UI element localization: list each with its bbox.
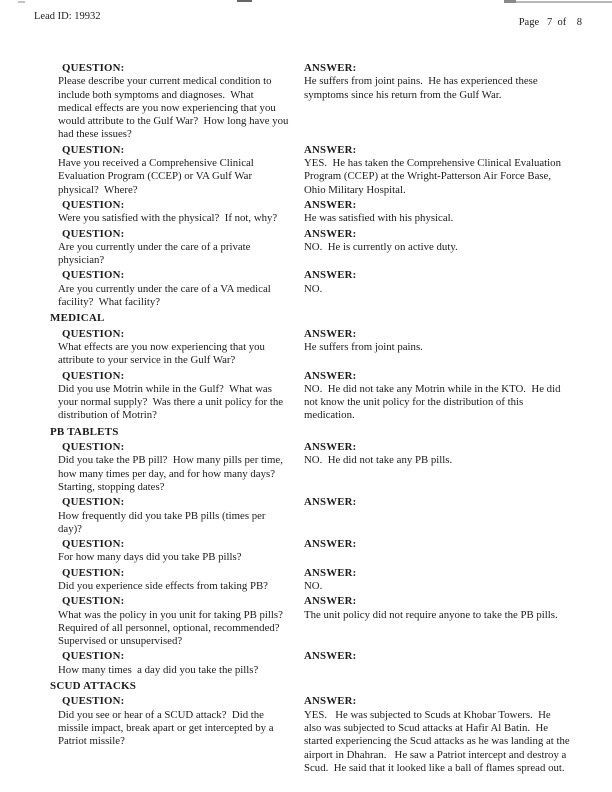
question-block (50, 199, 304, 226)
answer-label: ANSWER: (304, 595, 357, 608)
answer-block (304, 538, 570, 565)
section-heading-pb-tablets: PB TABLETS (50, 425, 119, 438)
question-text: Did you see or hear of a SCUD attack? Did the missile impact, break apart or get intercepted by a Patriot missile? (58, 708, 277, 748)
qa-row-pb-frequency (50, 496, 570, 536)
question-block (50, 595, 304, 648)
question-block (50, 62, 304, 142)
question-text: Did you experience side effects from taking PB? (58, 579, 268, 592)
answer-block (304, 695, 573, 775)
question-label: QUESTION: (62, 198, 125, 211)
answer-text: The unit policy did not require anyone to take the PB pills. (304, 608, 558, 621)
answer-text: NO. (304, 579, 323, 592)
answer-label: ANSWER: (304, 538, 357, 551)
question-text: How frequently did you take PB pills (times per day)? (58, 509, 269, 535)
question-label: QUESTION: (62, 538, 125, 551)
question-text: What was the policy in you unit for taking PB pills? Required of all personnel, optional, recommended? Supervised or unsupervised? (58, 608, 289, 648)
qa-row-effects-service (50, 328, 570, 368)
answer-block (304, 567, 570, 594)
qa-row-pb-side-effects (50, 567, 570, 594)
question-label: QUESTION: (62, 143, 125, 156)
scan-artifact-top-left (18, 1, 25, 3)
answer-label: ANSWER: (304, 369, 357, 382)
answer-label: ANSWER: (304, 198, 357, 211)
question-block (50, 538, 304, 565)
section-heading-medical: MEDICAL (50, 312, 105, 325)
question-block (50, 567, 304, 594)
page-header (34, 11, 582, 28)
answer-block (304, 496, 570, 536)
answer-label: ANSWER: (304, 62, 357, 74)
answer-block (304, 650, 570, 677)
answer-block (304, 595, 570, 648)
question-text: Are you currently under the care of a private physician? (58, 240, 254, 267)
question-block (50, 370, 304, 423)
lead-id-label: Lead ID: 19932 (34, 11, 101, 22)
answer-text: NO. He is currently on active duty. (304, 240, 458, 253)
qa-row-private-physician (50, 228, 570, 268)
qa-row-motrin (50, 370, 570, 423)
question-label: QUESTION: (62, 496, 125, 509)
question-text: Did you take the PB pill? How many pills per time, how many times per day, and for how many days? Starting, stopping dates? (58, 454, 286, 493)
qa-row-va-facility (50, 269, 570, 309)
question-label: QUESTION: (62, 269, 125, 282)
question-text: Were you satisfied with the physical? If not, why? (58, 212, 278, 225)
question-label: QUESTION: (62, 441, 125, 454)
answer-label: ANSWER: (304, 327, 357, 340)
answer-label: ANSWER: (304, 227, 357, 240)
question-block (50, 269, 304, 309)
question-label: QUESTION: (62, 566, 125, 579)
qa-row-medical-condition (50, 62, 570, 142)
answer-text: NO. He did not take any PB pills. (304, 454, 453, 467)
answer-block (304, 269, 570, 309)
answer-label: ANSWER: (304, 650, 357, 663)
answer-text: NO. He did not take any Motrin while in the KTO. He did not know the unit policy for the distribution of this medication. (304, 382, 564, 422)
answer-text: He suffers from joint pains. He has experienced these symptoms since his return from the Gulf War. (304, 75, 541, 101)
answer-label: ANSWER: (304, 496, 357, 509)
qa-row-pb-days (50, 538, 570, 565)
answer-block (304, 370, 570, 423)
question-block (50, 496, 304, 536)
answer-block (304, 199, 570, 226)
question-label: QUESTION: (62, 62, 125, 74)
question-text: For how many days did you take PB pills? (58, 551, 242, 564)
answer-block (304, 441, 570, 494)
answer-text: He was satisfied with his physical. (304, 212, 454, 225)
qa-row-pb-pill (50, 441, 570, 494)
scan-artifact-top-center-dash (237, 0, 252, 2)
question-text: How many times a day did you take the pills? (58, 663, 259, 676)
question-block (50, 695, 304, 775)
answer-text: He suffers from joint pains. (304, 340, 423, 353)
question-block (50, 228, 304, 268)
question-text: Have you received a Comprehensive Clinical Evaluation Program (CCEP) or VA Gulf War physical? Where? (58, 157, 257, 196)
answer-block (304, 228, 570, 268)
question-text: What effects are you now experiencing that you attribute to your service in the Gulf War? (58, 340, 268, 367)
answer-text: YES. He has taken the Comprehensive Clinical Evaluation Program (CCEP) at the Wright-Patterson Air Force Base, Ohio Military Hospital. (304, 157, 564, 196)
answer-text: NO. (304, 282, 323, 295)
answer-label: ANSWER: (304, 269, 357, 282)
qa-row-ccep-physical (50, 144, 570, 197)
question-label: QUESTION: (62, 695, 125, 708)
answer-label: ANSWER: (304, 441, 357, 454)
question-text: Did you use Motrin while in the Gulf? What was your normal supply? Was there a unit policy for the distribution of Motrin? (58, 382, 286, 422)
answer-text: YES. He was subjected to Scuds at Khobar Towers. He also was subjected to Scud attacks at Hafir Al Batin. He started experiencing the Scud attacks as he was landing at the airport in Dhahran. He saw a Patriot intercept and destroy a Scud. He said that it looked like a ball of flames spread out. (304, 708, 573, 774)
question-text: Are you currently under the care of a VA medical facility? What facility? (58, 282, 274, 309)
question-block (50, 328, 304, 368)
section-heading-scud-attacks: SCUD ATTACKS (50, 680, 137, 693)
question-label: QUESTION: (62, 327, 125, 340)
question-block (50, 144, 304, 197)
qa-row-pb-times-per-day (50, 650, 570, 677)
scan-artifact-top-right-dot (504, 0, 516, 3)
question-text: Please describe your current medical condition to include both symptoms and diagnoses. What medical effects are you now experiencing that you would attribute to the Gulf War? How long have you had these issues? (58, 75, 292, 141)
answer-label: ANSWER: (304, 566, 357, 579)
qa-row-satisfied-physical (50, 199, 570, 226)
answer-label: ANSWER: (304, 695, 357, 708)
question-label: QUESTION: (62, 227, 125, 240)
document-body (50, 62, 573, 777)
question-label: QUESTION: (62, 369, 125, 382)
question-block (50, 650, 304, 677)
scan-artifact-top-right-line (516, 1, 612, 3)
qa-row-scud-attack (50, 695, 573, 775)
page-number-label: Page 7 of 8 (518, 17, 582, 28)
answer-block (304, 144, 570, 197)
answer-block (304, 328, 570, 368)
qa-row-pb-unit-policy (50, 595, 570, 648)
question-block (50, 441, 304, 494)
question-label: QUESTION: (62, 595, 125, 608)
answer-block (304, 62, 570, 142)
question-label: QUESTION: (62, 650, 125, 663)
answer-label: ANSWER: (304, 143, 357, 156)
